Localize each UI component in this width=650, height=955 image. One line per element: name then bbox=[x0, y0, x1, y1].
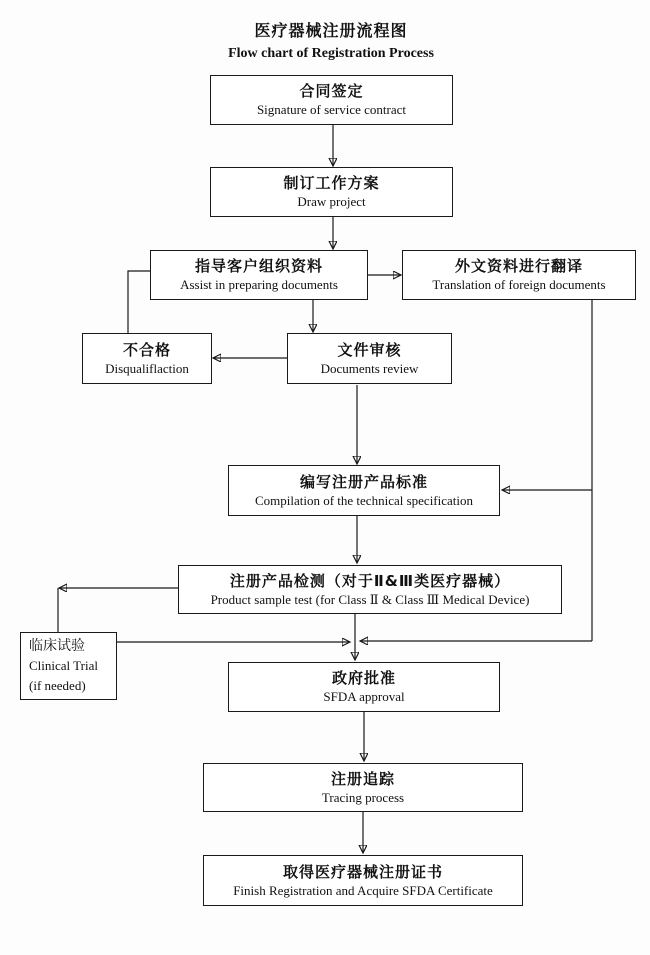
node-certificate-label-en: Finish Registration and Acquire SFDA Certificate bbox=[233, 882, 493, 898]
node-assist bbox=[150, 250, 368, 300]
node-translate-label-zh: 外文资料进行翻译 bbox=[454, 257, 583, 276]
node-contract-label-zh: 合同签定 bbox=[299, 82, 364, 101]
page-title-en: Flow chart of Registration Process bbox=[228, 46, 434, 61]
connector-disqualification-to-assist bbox=[128, 271, 150, 333]
node-review bbox=[287, 333, 452, 384]
node-contract bbox=[210, 75, 453, 125]
node-compilation-label-en: Compilation of the technical specification bbox=[254, 492, 474, 508]
node-approval bbox=[228, 662, 500, 712]
node-review-label-zh: 文件审核 bbox=[337, 340, 402, 359]
node-tracing bbox=[203, 763, 523, 812]
node-clinical-trial-label-zh: 临床试验 bbox=[29, 638, 85, 655]
node-tracing-label-en: Tracing process bbox=[321, 789, 405, 805]
page-title-zh: 医疗器械注册流程图 bbox=[254, 21, 408, 40]
node-compilation bbox=[228, 465, 500, 516]
node-certificate-label-zh: 取得医疗器械注册证书 bbox=[282, 862, 443, 881]
node-translate-label-en: Translation of foreign documents bbox=[432, 277, 606, 293]
node-sample-test-label-en: Product sample test (for Class Ⅱ & Class Ⅲ Medical Device) bbox=[210, 591, 530, 607]
node-project-label-zh: 制订工作方案 bbox=[283, 174, 380, 193]
node-project bbox=[210, 167, 453, 217]
node-translate bbox=[402, 250, 636, 300]
node-sample-test-label-zh: 注册产品检测（对于Ⅱ&Ⅲ类医疗器械） bbox=[229, 571, 511, 590]
node-clinical-trial-label-en: Clinical Trial bbox=[29, 657, 98, 673]
node-review-label-en: Documents review bbox=[320, 360, 419, 376]
node-compilation-label-zh: 编写注册产品标准 bbox=[299, 472, 428, 491]
node-contract-label-en: Signature of service contract bbox=[256, 102, 407, 118]
node-assist-label-zh: 指导客户组织资料 bbox=[194, 257, 323, 276]
node-disqualification-label-en: Disqualiflaction bbox=[105, 360, 189, 376]
node-clinical-trial-note: (if needed) bbox=[29, 677, 86, 693]
node-project-label-en: Draw project bbox=[297, 194, 366, 210]
node-disqualification-label-zh: 不合格 bbox=[122, 340, 171, 359]
node-tracing-label-zh: 注册追踪 bbox=[330, 769, 395, 788]
node-disqualification bbox=[82, 333, 212, 384]
node-sample-test bbox=[178, 565, 562, 614]
node-approval-label-en: SFDA approval bbox=[323, 689, 405, 705]
node-certificate bbox=[203, 855, 523, 906]
node-clinical-trial bbox=[20, 632, 117, 700]
node-approval-label-zh: 政府批准 bbox=[331, 669, 396, 688]
node-assist-label-en: Assist in preparing documents bbox=[180, 277, 338, 293]
